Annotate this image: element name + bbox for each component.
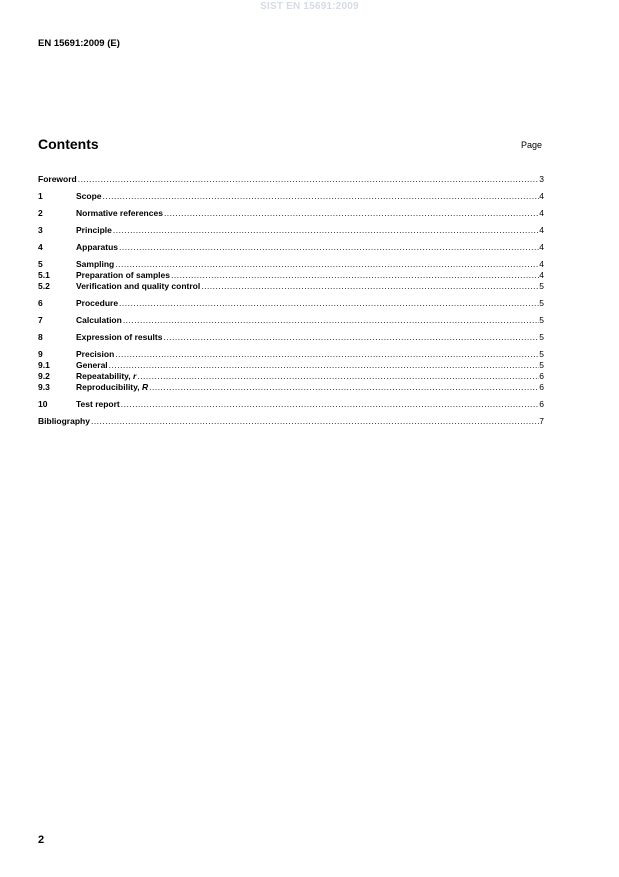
toc-entry-preparation-of-samples[interactable] [38,270,544,281]
toc-entry-title: Precision [76,349,115,359]
toc-leader [164,208,539,219]
toc-entry-number: 9.3 [38,382,50,392]
toc-entry-expression-of-results[interactable] [38,332,544,343]
toc-leader [137,371,539,382]
contents-title: Contents [38,136,99,152]
toc-entry-page: 4 [539,191,544,201]
toc-entry-number: 3 [38,225,43,235]
toc-leader [115,259,539,270]
toc-entry-page: 6 [539,371,544,381]
toc-entry-title: Normative references [76,208,163,218]
toc-entry-number: 5 [38,259,43,269]
toc-entry-title: Calculation [76,315,122,325]
toc-entry-procedure[interactable] [38,298,544,309]
toc-entry-repeatability[interactable] [38,371,544,382]
toc-entry-title: Verification and quality control [76,281,201,291]
toc-entry-page: 4 [539,259,544,269]
toc-entry-page: 5 [539,315,544,325]
toc-entry-title: General [76,360,108,370]
toc-entry-page: 5 [539,332,544,342]
toc-leader [121,399,539,410]
toc-entry-title: Preparation of samples [76,270,171,280]
toc-entry-page: 5 [539,281,544,291]
toc-entry-bibliography[interactable] [38,416,544,427]
toc-entry-precision[interactable] [38,349,544,360]
toc-entry-number: 9.1 [38,360,50,370]
toc-leader [149,382,539,393]
toc-leader [78,174,540,185]
toc-entry-page: 5 [539,360,544,370]
toc-leader [163,332,539,343]
toc-entry-title-text: Reproducibility, [76,382,142,392]
toc-entry-number: 7 [38,315,43,325]
toc-entry-number: 5.1 [38,270,50,280]
toc-entry-normative-references[interactable] [38,208,544,219]
toc-entry-page: 5 [539,349,544,359]
toc-entry-calculation[interactable] [38,315,544,326]
toc-entry-page: 4 [539,208,544,218]
toc-entry-page: 6 [539,382,544,392]
toc-entry-page: 4 [539,242,544,252]
table-of-contents [38,174,544,427]
toc-leader [115,349,539,360]
toc-entry-number: 5.2 [38,281,50,291]
toc-entry-page: 4 [539,270,544,280]
toc-leader [109,360,540,371]
page-number: 2 [38,834,45,846]
toc-entry-title-text: Repeatability, [76,371,133,381]
toc-entry-scope[interactable] [38,191,544,202]
toc-entry-test-report[interactable] [38,399,544,410]
toc-entry-title: Bibliography [38,416,90,426]
toc-entry-page: 7 [539,416,544,426]
toc-entry-number: 6 [38,298,43,308]
toc-entry-number: 1 [38,191,43,201]
toc-leader [113,225,539,236]
toc-entry-title: Apparatus [76,242,119,252]
toc-entry-title: Scope [76,191,102,201]
toc-entry-number: 8 [38,332,43,342]
toc-entry-title [76,382,148,393]
toc-entry-apparatus[interactable] [38,242,544,253]
toc-entry-title: Procedure [76,298,119,308]
toc-entry-number: 2 [38,208,43,218]
toc-entry-title: Expression of results [76,332,163,342]
toc-entry-title: Test report [76,399,120,409]
toc-entry-title: Principle [76,225,112,235]
toc-leader [91,416,539,427]
toc-leader [103,191,540,202]
toc-entry-page: 3 [539,174,544,184]
toc-entry-number: 10 [38,399,48,409]
toc-entry-number: 9.2 [38,371,50,381]
toc-entry-symbol: r [133,371,137,381]
toc-leader [119,242,539,253]
toc-entry-page: 5 [539,298,544,308]
toc-leader [201,281,539,292]
toc-entry-principle[interactable] [38,225,544,236]
toc-leader [123,315,539,326]
toc-entry-number: 9 [38,349,43,359]
toc-entry-symbol: R [141,382,149,392]
toc-entry-foreword[interactable] [38,174,544,185]
toc-entry-number: 4 [38,242,43,252]
document-id: EN 15691:2009 (E) [38,38,120,49]
toc-entry-page: 6 [539,399,544,409]
toc-entry-reproducibility[interactable] [38,382,544,393]
toc-entry-sampling[interactable] [38,259,544,270]
toc-entry-title: Sampling [76,259,115,269]
toc-leader [171,270,539,281]
toc-entry-page: 4 [539,225,544,235]
toc-entry-verification-and-quality-control[interactable] [38,281,544,292]
toc-entry-general[interactable] [38,360,544,371]
page-column-label: Page [521,140,543,150]
toc-leader [119,298,539,309]
toc-entry-title [76,371,136,382]
watermark: SIST EN 15691:2009 [260,1,359,12]
toc-entry-title: Foreword [38,174,77,184]
